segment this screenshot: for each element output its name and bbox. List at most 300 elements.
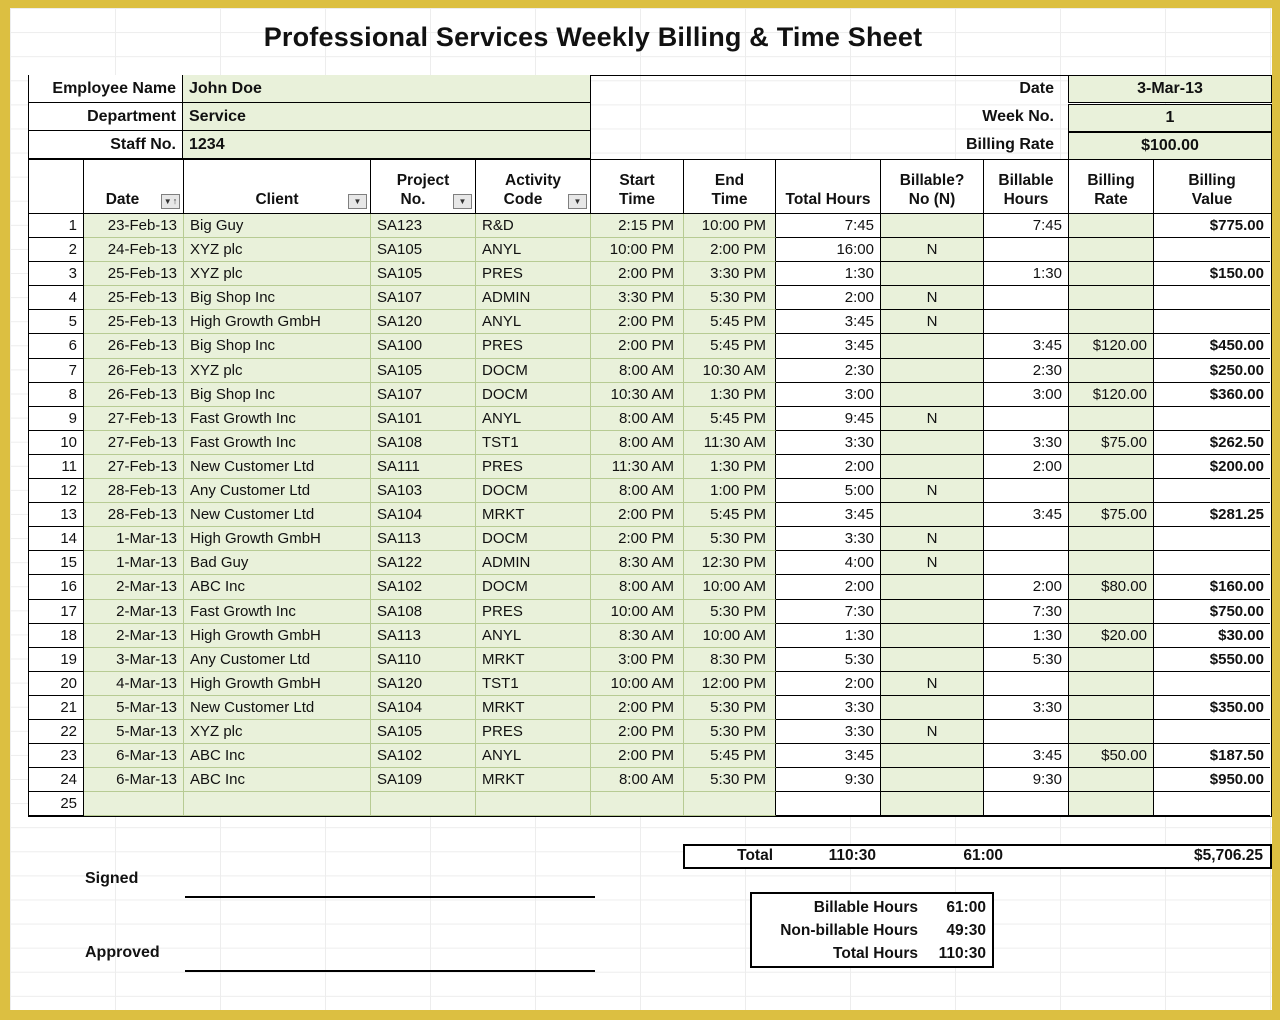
cell-client[interactable]: High Growth GmbH bbox=[184, 310, 371, 334]
cell-start[interactable]: 8:30 AM bbox=[591, 551, 684, 575]
cell-total: 1:30 bbox=[776, 624, 881, 648]
cell-brate[interactable] bbox=[1069, 407, 1154, 431]
cell-brate[interactable] bbox=[1069, 310, 1154, 334]
cell-brate[interactable] bbox=[1069, 720, 1154, 744]
cell-bhours bbox=[984, 310, 1069, 334]
cell-brate[interactable] bbox=[1069, 551, 1154, 575]
cell-start[interactable] bbox=[591, 792, 684, 816]
cell-brate[interactable] bbox=[1069, 238, 1154, 262]
cell-bhours: 7:30 bbox=[984, 600, 1069, 624]
cell-client[interactable]: Any Customer Ltd bbox=[184, 479, 371, 503]
cell-client[interactable]: XYZ plc bbox=[184, 720, 371, 744]
cell-project[interactable]: SA113 bbox=[371, 527, 476, 551]
cell-total: 9:45 bbox=[776, 407, 881, 431]
cell-brate[interactable] bbox=[1069, 672, 1154, 696]
cell-end[interactable]: 5:30 PM bbox=[684, 720, 776, 744]
cell-no: 17 bbox=[29, 600, 84, 624]
cell-date[interactable]: 25-Feb-13 bbox=[84, 262, 184, 286]
cell-bhours: 9:30 bbox=[984, 768, 1069, 792]
total-label: Total bbox=[737, 847, 773, 864]
cell-bhours: 3:30 bbox=[984, 696, 1069, 720]
cell-billable[interactable] bbox=[881, 575, 984, 599]
cell-date[interactable]: 26-Feb-13 bbox=[84, 334, 184, 358]
signed-label: Signed bbox=[85, 870, 139, 887]
cell-no: 20 bbox=[29, 672, 84, 696]
cell-project[interactable]: SA105 bbox=[371, 720, 476, 744]
cell-start[interactable]: 2:00 PM bbox=[591, 310, 684, 334]
cell-activity[interactable]: PRES bbox=[476, 600, 591, 624]
cell-date[interactable]: 25-Feb-13 bbox=[84, 310, 184, 334]
approved-label: Approved bbox=[85, 944, 160, 961]
cell-date[interactable]: 5-Mar-13 bbox=[84, 720, 184, 744]
cell-end[interactable]: 5:30 PM bbox=[684, 600, 776, 624]
cell-end[interactable]: 5:45 PM bbox=[684, 744, 776, 768]
cell-total: 2:00 bbox=[776, 286, 881, 310]
cell-no: 13 bbox=[29, 503, 84, 527]
column-billing-value: Billing Value bbox=[1188, 172, 1236, 208]
cell-total: 3:30 bbox=[776, 720, 881, 744]
cell-project[interactable]: SA123 bbox=[371, 214, 476, 238]
cell-total: 2:30 bbox=[776, 359, 881, 383]
cell-end[interactable]: 1:30 PM bbox=[684, 383, 776, 407]
cell-billable[interactable]: N bbox=[881, 720, 984, 744]
cell-bhours: 5:30 bbox=[984, 648, 1069, 672]
filter-dropdown-icon: ▼ bbox=[353, 196, 362, 206]
cell-activity[interactable]: ADMIN bbox=[476, 286, 591, 310]
cell-end[interactable] bbox=[684, 792, 776, 816]
cell-bhours bbox=[984, 479, 1069, 503]
cell-activity[interactable]: PRES bbox=[476, 455, 591, 479]
cell-project[interactable]: SA109 bbox=[371, 768, 476, 792]
department-field[interactable]: Service bbox=[183, 103, 591, 131]
cell-date[interactable]: 24-Feb-13 bbox=[84, 238, 184, 262]
cell-start[interactable]: 8:00 AM bbox=[591, 359, 684, 383]
cell-client[interactable]: Bad Guy bbox=[184, 551, 371, 575]
cell-project[interactable]: SA108 bbox=[371, 431, 476, 455]
column-row-number bbox=[29, 160, 84, 213]
column-header-row bbox=[28, 159, 1272, 214]
cell-no: 7 bbox=[29, 359, 84, 383]
cell-activity[interactable]: PRES bbox=[476, 720, 591, 744]
cell-client[interactable]: Fast Growth Inc bbox=[184, 600, 371, 624]
summary-billable-label: Billable Hours bbox=[813, 898, 918, 916]
cell-date[interactable]: 1-Mar-13 bbox=[84, 551, 184, 575]
cell-client[interactable] bbox=[184, 792, 371, 816]
cell-total: 3:30 bbox=[776, 431, 881, 455]
summary-nonbillable-label: Non-billable Hours bbox=[780, 921, 918, 939]
cell-brate[interactable] bbox=[1069, 286, 1154, 310]
cell-project[interactable]: SA104 bbox=[371, 696, 476, 720]
cell-total: 3:45 bbox=[776, 334, 881, 358]
cell-billable[interactable] bbox=[881, 262, 984, 286]
cell-end[interactable]: 12:30 PM bbox=[684, 551, 776, 575]
cell-bhours: 2:00 bbox=[984, 455, 1069, 479]
cell-brate[interactable] bbox=[1069, 792, 1154, 816]
column-date: Date ▼ ↑ bbox=[84, 160, 184, 213]
cell-billable[interactable] bbox=[881, 648, 984, 672]
cell-bvalue bbox=[1154, 551, 1270, 575]
cell-billable[interactable] bbox=[881, 334, 984, 358]
cell-no: 25 bbox=[29, 792, 84, 816]
cell-brate[interactable]: $50.00 bbox=[1069, 744, 1154, 768]
cell-billable[interactable] bbox=[881, 455, 984, 479]
cell-start[interactable]: 3:30 PM bbox=[591, 286, 684, 310]
cell-date[interactable]: 26-Feb-13 bbox=[84, 383, 184, 407]
cell-end[interactable]: 11:30 AM bbox=[684, 431, 776, 455]
cell-billable[interactable]: N bbox=[881, 551, 984, 575]
cell-billable[interactable] bbox=[881, 503, 984, 527]
cell-billable[interactable] bbox=[881, 792, 984, 816]
cell-no: 8 bbox=[29, 383, 84, 407]
cell-client[interactable]: High Growth GmbH bbox=[184, 527, 371, 551]
cell-billable[interactable] bbox=[881, 744, 984, 768]
cell-client[interactable]: Big Shop Inc bbox=[184, 383, 371, 407]
cell-date[interactable]: 5-Mar-13 bbox=[84, 696, 184, 720]
cell-activity[interactable]: TST1 bbox=[476, 672, 591, 696]
cell-no: 5 bbox=[29, 310, 84, 334]
cell-no: 10 bbox=[29, 431, 84, 455]
cell-bhours bbox=[984, 407, 1069, 431]
cell-start[interactable]: 8:00 AM bbox=[591, 768, 684, 792]
cell-no: 22 bbox=[29, 720, 84, 744]
cell-project[interactable]: SA102 bbox=[371, 744, 476, 768]
cell-project[interactable]: SA105 bbox=[371, 359, 476, 383]
cell-project[interactable]: SA110 bbox=[371, 648, 476, 672]
date-field[interactable]: 3-Mar-13 bbox=[1068, 75, 1272, 103]
cell-date[interactable]: 23-Feb-13 bbox=[84, 214, 184, 238]
cell-billable[interactable] bbox=[881, 431, 984, 455]
cell-bvalue: $950.00 bbox=[1154, 768, 1270, 792]
cell-no: 11 bbox=[29, 455, 84, 479]
cell-total bbox=[776, 792, 881, 816]
cell-date[interactable]: 6-Mar-13 bbox=[84, 768, 184, 792]
cell-no: 9 bbox=[29, 407, 84, 431]
billing-rate-field[interactable]: $100.00 bbox=[1068, 132, 1272, 160]
cell-client[interactable]: Big Shop Inc bbox=[184, 286, 371, 310]
cell-start[interactable]: 11:30 AM bbox=[591, 455, 684, 479]
cell-end[interactable]: 5:30 PM bbox=[684, 768, 776, 792]
cell-end[interactable]: 5:45 PM bbox=[684, 503, 776, 527]
cell-bhours bbox=[984, 286, 1069, 310]
cell-brate[interactable] bbox=[1069, 696, 1154, 720]
cell-total: 3:30 bbox=[776, 527, 881, 551]
cell-activity[interactable]: DOCM bbox=[476, 359, 591, 383]
cell-project[interactable]: SA107 bbox=[371, 383, 476, 407]
cell-billable[interactable]: N bbox=[881, 407, 984, 431]
cell-activity[interactable]: ADMIN bbox=[476, 551, 591, 575]
cell-date[interactable]: 6-Mar-13 bbox=[84, 744, 184, 768]
cell-start[interactable]: 2:00 PM bbox=[591, 744, 684, 768]
cell-start[interactable]: 2:00 PM bbox=[591, 527, 684, 551]
cell-date[interactable]: 26-Feb-13 bbox=[84, 359, 184, 383]
cell-end[interactable]: 12:00 PM bbox=[684, 672, 776, 696]
project-filter-button[interactable] bbox=[453, 194, 472, 209]
cell-start[interactable]: 2:00 PM bbox=[591, 334, 684, 358]
cell-end[interactable]: 2:00 PM bbox=[684, 238, 776, 262]
cell-no: 21 bbox=[29, 696, 84, 720]
cell-activity[interactable]: MRKT bbox=[476, 648, 591, 672]
cell-project[interactable]: SA103 bbox=[371, 479, 476, 503]
cell-total: 5:30 bbox=[776, 648, 881, 672]
column-total-hours: Total Hours bbox=[776, 160, 881, 213]
cell-start[interactable]: 2:15 PM bbox=[591, 214, 684, 238]
cell-no: 19 bbox=[29, 648, 84, 672]
cell-activity[interactable]: DOCM bbox=[476, 575, 591, 599]
total-hours-value: 110:30 bbox=[828, 847, 876, 864]
date-sort-filter-button[interactable] bbox=[161, 194, 180, 209]
cell-bhours bbox=[984, 720, 1069, 744]
cell-date[interactable]: 2-Mar-13 bbox=[84, 600, 184, 624]
cell-project[interactable]: SA113 bbox=[371, 624, 476, 648]
cell-total: 3:30 bbox=[776, 696, 881, 720]
cell-client[interactable]: High Growth GmbH bbox=[184, 672, 371, 696]
cell-client[interactable]: New Customer Ltd bbox=[184, 455, 371, 479]
cell-bvalue bbox=[1154, 527, 1270, 551]
cell-client[interactable]: High Growth GmbH bbox=[184, 624, 371, 648]
cell-billable[interactable]: N bbox=[881, 286, 984, 310]
cell-client[interactable]: XYZ plc bbox=[184, 262, 371, 286]
cell-start[interactable]: 8:00 AM bbox=[591, 431, 684, 455]
cell-end[interactable]: 1:30 PM bbox=[684, 455, 776, 479]
cell-end[interactable]: 8:30 PM bbox=[684, 648, 776, 672]
column-client: Client ▼ bbox=[184, 160, 371, 213]
cell-billable[interactable]: N bbox=[881, 527, 984, 551]
cell-end[interactable]: 10:00 AM bbox=[684, 575, 776, 599]
cell-brate[interactable] bbox=[1069, 648, 1154, 672]
cell-end[interactable]: 1:00 PM bbox=[684, 479, 776, 503]
cell-brate[interactable]: $120.00 bbox=[1069, 334, 1154, 358]
cell-project[interactable]: SA120 bbox=[371, 672, 476, 696]
cell-total: 3:00 bbox=[776, 383, 881, 407]
cell-billable[interactable] bbox=[881, 696, 984, 720]
cell-total: 9:30 bbox=[776, 768, 881, 792]
cell-bvalue: $250.00 bbox=[1154, 359, 1270, 383]
cell-project[interactable]: SA111 bbox=[371, 455, 476, 479]
cell-client[interactable]: Any Customer Ltd bbox=[184, 648, 371, 672]
cell-brate[interactable]: $20.00 bbox=[1069, 624, 1154, 648]
cell-billable[interactable] bbox=[881, 624, 984, 648]
cell-bvalue: $160.00 bbox=[1154, 575, 1270, 599]
cell-billable[interactable] bbox=[881, 768, 984, 792]
cell-end[interactable]: 10:00 AM bbox=[684, 624, 776, 648]
cell-billable[interactable] bbox=[881, 214, 984, 238]
cell-start[interactable]: 8:00 AM bbox=[591, 479, 684, 503]
cell-bvalue bbox=[1154, 238, 1270, 262]
sort-down-icon: ▼ bbox=[163, 196, 172, 206]
cell-client[interactable]: XYZ plc bbox=[184, 238, 371, 262]
approved-signature-line[interactable] bbox=[185, 970, 595, 972]
cell-start[interactable]: 8:00 AM bbox=[591, 407, 684, 431]
cell-bvalue bbox=[1154, 310, 1270, 334]
cell-billable[interactable]: N bbox=[881, 479, 984, 503]
cell-date[interactable]: 25-Feb-13 bbox=[84, 286, 184, 310]
cell-total: 2:00 bbox=[776, 672, 881, 696]
cell-activity[interactable]: PRES bbox=[476, 334, 591, 358]
cell-date[interactable]: 3-Mar-13 bbox=[84, 648, 184, 672]
cell-project[interactable]: SA105 bbox=[371, 262, 476, 286]
cell-date[interactable]: 1-Mar-13 bbox=[84, 527, 184, 551]
cell-client[interactable]: New Customer Ltd bbox=[184, 503, 371, 527]
cell-start[interactable]: 3:00 PM bbox=[591, 648, 684, 672]
cell-bhours: 2:30 bbox=[984, 359, 1069, 383]
cell-bhours: 3:45 bbox=[984, 744, 1069, 768]
cell-project[interactable]: SA107 bbox=[371, 286, 476, 310]
cell-activity[interactable]: ANYL bbox=[476, 238, 591, 262]
cell-end[interactable]: 5:45 PM bbox=[684, 407, 776, 431]
cell-brate[interactable] bbox=[1069, 479, 1154, 503]
employee-name-label: Employee Name bbox=[28, 75, 183, 103]
cell-activity[interactable]: MRKT bbox=[476, 696, 591, 720]
cell-no: 12 bbox=[29, 479, 84, 503]
cell-brate[interactable] bbox=[1069, 214, 1154, 238]
cell-total: 2:00 bbox=[776, 455, 881, 479]
cell-no: 4 bbox=[29, 286, 84, 310]
cell-end[interactable]: 10:00 PM bbox=[684, 214, 776, 238]
cell-project[interactable]: SA105 bbox=[371, 238, 476, 262]
cell-end[interactable]: 5:45 PM bbox=[684, 310, 776, 334]
cell-date[interactable] bbox=[84, 792, 184, 816]
cell-end[interactable]: 5:30 PM bbox=[684, 286, 776, 310]
cell-activity[interactable]: MRKT bbox=[476, 768, 591, 792]
cell-start[interactable]: 2:00 PM bbox=[591, 262, 684, 286]
cell-billable[interactable] bbox=[881, 359, 984, 383]
cell-activity[interactable]: DOCM bbox=[476, 479, 591, 503]
cell-project[interactable]: SA104 bbox=[371, 503, 476, 527]
cell-end[interactable]: 5:30 PM bbox=[684, 527, 776, 551]
cell-client[interactable]: ABC Inc bbox=[184, 744, 371, 768]
cell-brate[interactable]: $75.00 bbox=[1069, 503, 1154, 527]
cell-bvalue: $450.00 bbox=[1154, 334, 1270, 358]
department-label: Department bbox=[28, 103, 183, 131]
cell-bvalue: $150.00 bbox=[1154, 262, 1270, 286]
signed-signature-line[interactable] bbox=[185, 896, 595, 898]
cell-client[interactable]: ABC Inc bbox=[184, 768, 371, 792]
cell-brate[interactable] bbox=[1069, 600, 1154, 624]
cell-billable[interactable]: N bbox=[881, 672, 984, 696]
cell-activity[interactable]: ANYL bbox=[476, 310, 591, 334]
cell-bhours bbox=[984, 672, 1069, 696]
employee-name-field[interactable]: John Doe bbox=[183, 75, 591, 103]
cell-bvalue: $750.00 bbox=[1154, 600, 1270, 624]
cell-bhours: 2:00 bbox=[984, 575, 1069, 599]
cell-brate[interactable] bbox=[1069, 359, 1154, 383]
cell-bhours: 3:45 bbox=[984, 334, 1069, 358]
cell-brate[interactable]: $75.00 bbox=[1069, 431, 1154, 455]
cell-activity[interactable]: TST1 bbox=[476, 431, 591, 455]
cell-start[interactable]: 2:00 PM bbox=[591, 503, 684, 527]
cell-activity[interactable]: ANYL bbox=[476, 624, 591, 648]
cell-client[interactable]: Big Guy bbox=[184, 214, 371, 238]
cell-project[interactable]: SA108 bbox=[371, 600, 476, 624]
cell-brate[interactable]: $80.00 bbox=[1069, 575, 1154, 599]
cell-bvalue bbox=[1154, 479, 1270, 503]
cell-date[interactable]: 4-Mar-13 bbox=[84, 672, 184, 696]
cell-activity[interactable]: R&D bbox=[476, 214, 591, 238]
cell-start[interactable]: 2:00 PM bbox=[591, 720, 684, 744]
cell-bvalue bbox=[1154, 286, 1270, 310]
cell-client[interactable]: XYZ plc bbox=[184, 359, 371, 383]
cell-start[interactable]: 8:00 AM bbox=[591, 575, 684, 599]
cell-project[interactable] bbox=[371, 792, 476, 816]
cell-end[interactable]: 3:30 PM bbox=[684, 262, 776, 286]
cell-client[interactable]: Fast Growth Inc bbox=[184, 431, 371, 455]
cell-date[interactable]: 27-Feb-13 bbox=[84, 455, 184, 479]
cell-bvalue: $775.00 bbox=[1154, 214, 1270, 238]
cell-project[interactable]: SA100 bbox=[371, 334, 476, 358]
cell-end[interactable]: 10:30 AM bbox=[684, 359, 776, 383]
cell-date[interactable]: 2-Mar-13 bbox=[84, 624, 184, 648]
cell-date[interactable]: 27-Feb-13 bbox=[84, 431, 184, 455]
cell-start[interactable]: 2:00 PM bbox=[591, 696, 684, 720]
cell-bvalue: $187.50 bbox=[1154, 744, 1270, 768]
client-filter-button[interactable] bbox=[348, 194, 367, 209]
cell-activity[interactable]: DOCM bbox=[476, 527, 591, 551]
cell-brate[interactable] bbox=[1069, 262, 1154, 286]
cell-end[interactable]: 5:30 PM bbox=[684, 696, 776, 720]
column-activity-code: Activity Code ▼ bbox=[476, 160, 591, 213]
hours-summary-box bbox=[750, 892, 994, 968]
cell-project[interactable]: SA122 bbox=[371, 551, 476, 575]
cell-total: 4:00 bbox=[776, 551, 881, 575]
staff-no-field[interactable]: 1234 bbox=[183, 131, 591, 159]
cell-date[interactable]: 28-Feb-13 bbox=[84, 503, 184, 527]
cell-bvalue: $360.00 bbox=[1154, 383, 1270, 407]
cell-no: 23 bbox=[29, 744, 84, 768]
cell-start[interactable]: 8:30 AM bbox=[591, 624, 684, 648]
cell-end[interactable]: 5:45 PM bbox=[684, 334, 776, 358]
cell-activity[interactable] bbox=[476, 792, 591, 816]
cell-bhours: 3:30 bbox=[984, 431, 1069, 455]
cell-project[interactable]: SA120 bbox=[371, 310, 476, 334]
cell-activity[interactable]: DOCM bbox=[476, 383, 591, 407]
cell-brate[interactable] bbox=[1069, 527, 1154, 551]
cell-date[interactable]: 2-Mar-13 bbox=[84, 575, 184, 599]
filter-dropdown-icon: ▼ bbox=[458, 196, 467, 206]
cell-project[interactable]: SA102 bbox=[371, 575, 476, 599]
cell-no: 14 bbox=[29, 527, 84, 551]
cell-client[interactable]: ABC Inc bbox=[184, 575, 371, 599]
cell-brate[interactable]: $120.00 bbox=[1069, 383, 1154, 407]
cell-brate[interactable] bbox=[1069, 768, 1154, 792]
total-billing-value: $5,706.25 bbox=[1194, 847, 1263, 864]
cell-start[interactable]: 10:00 AM bbox=[591, 672, 684, 696]
cell-activity[interactable]: MRKT bbox=[476, 503, 591, 527]
cell-project[interactable]: SA101 bbox=[371, 407, 476, 431]
cell-total: 3:45 bbox=[776, 744, 881, 768]
cell-start[interactable]: 10:00 AM bbox=[591, 600, 684, 624]
cell-client[interactable]: Big Shop Inc bbox=[184, 334, 371, 358]
cell-activity[interactable]: PRES bbox=[476, 262, 591, 286]
total-row bbox=[683, 844, 1272, 869]
cell-date[interactable]: 27-Feb-13 bbox=[84, 407, 184, 431]
cell-billable[interactable] bbox=[881, 600, 984, 624]
cell-date[interactable]: 28-Feb-13 bbox=[84, 479, 184, 503]
cell-billable[interactable] bbox=[881, 383, 984, 407]
cell-activity[interactable]: ANYL bbox=[476, 407, 591, 431]
week-no-field[interactable]: 1 bbox=[1068, 104, 1272, 132]
activity-filter-button[interactable] bbox=[568, 194, 587, 209]
cell-client[interactable]: New Customer Ltd bbox=[184, 696, 371, 720]
cell-client[interactable]: Fast Growth Inc bbox=[184, 407, 371, 431]
cell-activity[interactable]: ANYL bbox=[476, 744, 591, 768]
cell-billable[interactable]: N bbox=[881, 238, 984, 262]
cell-billable[interactable]: N bbox=[881, 310, 984, 334]
cell-no: 2 bbox=[29, 238, 84, 262]
cell-bhours: 1:30 bbox=[984, 624, 1069, 648]
cell-brate[interactable] bbox=[1069, 455, 1154, 479]
cell-start[interactable]: 10:30 AM bbox=[591, 383, 684, 407]
cell-start[interactable]: 10:00 PM bbox=[591, 238, 684, 262]
